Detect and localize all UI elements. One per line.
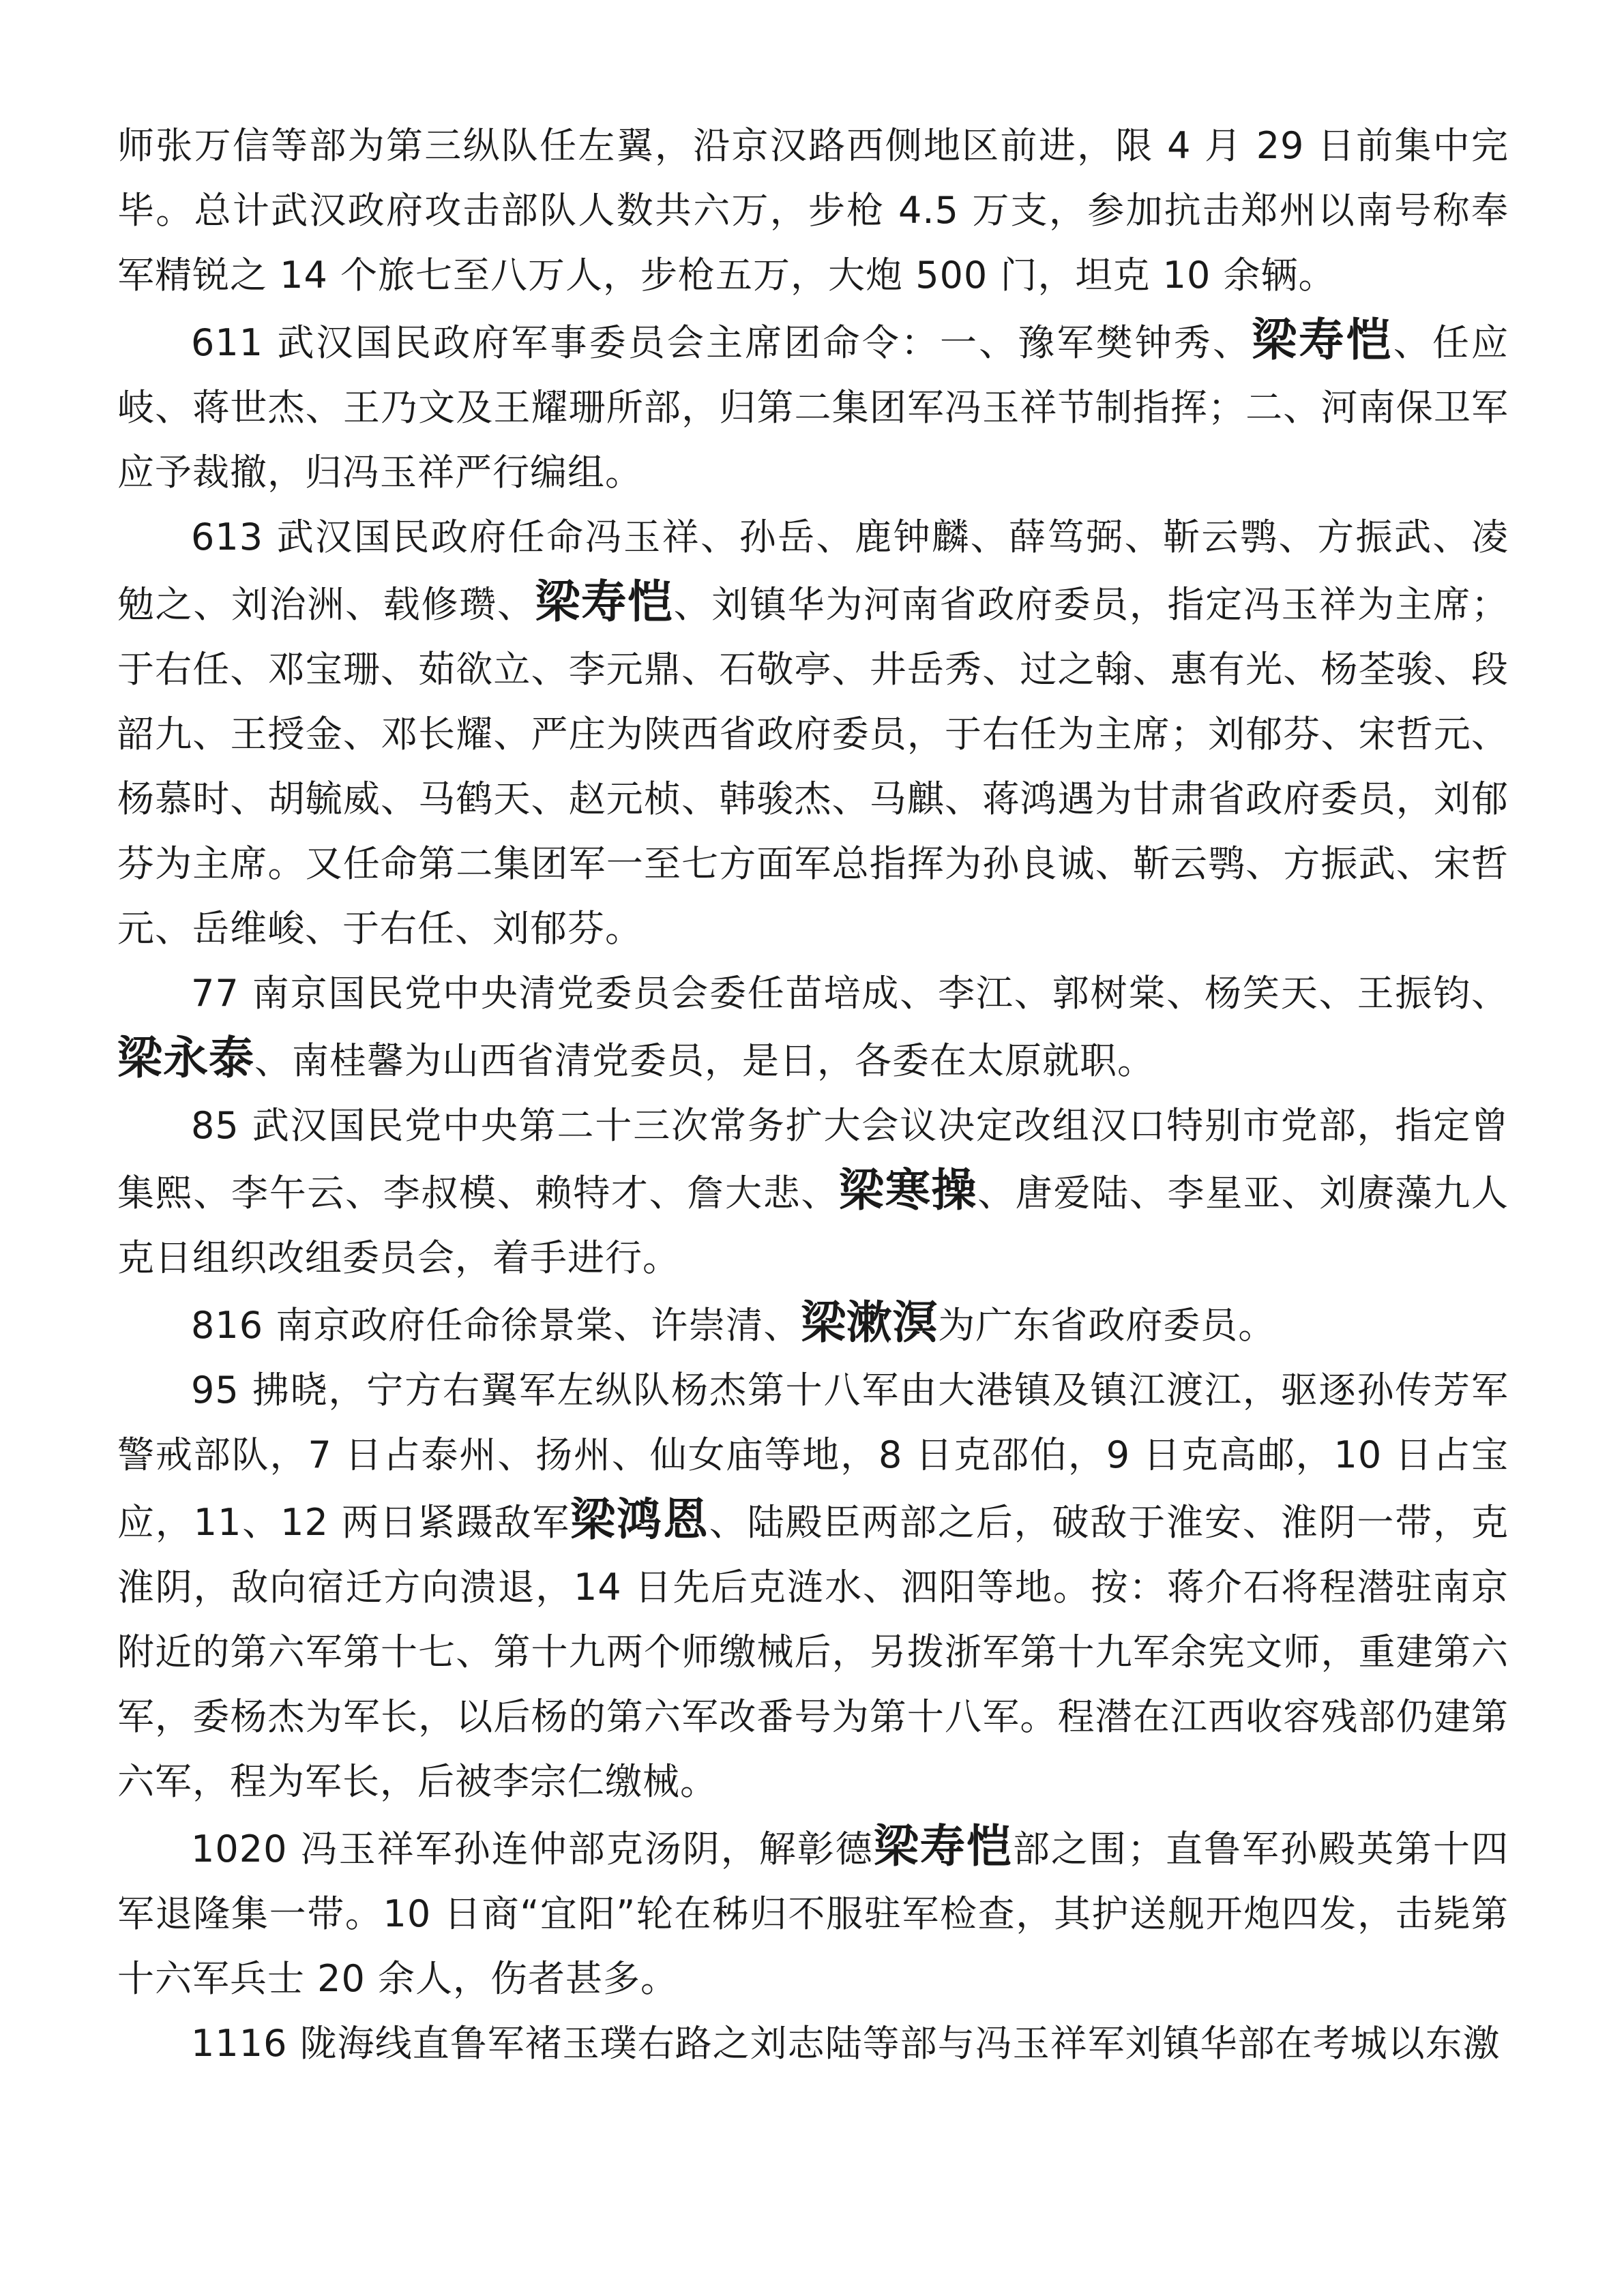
paragraph-text: 为广东省政府委员。: [938, 1304, 1276, 1347]
paragraph-text: 部之围；直鲁军孙殿英第十四军退隆集一带。10 日商“宜阳”轮在秭归不服驻军检查，其护送舰开炮四发，击毙第十六军兵士 20 余人，伤者甚多。: [117, 1828, 1509, 2000]
paragraph-text: 、唐爱陆、李星亚、刘赓藻九人克日组织改组委员会，着手进行。: [117, 1172, 1509, 1279]
paragraph: [117, 113, 1509, 308]
document-page: [117, 113, 1509, 2076]
paragraph-text: 、任应岐、蒋世杰、王乃文及王耀珊所部，归第二集团军冯玉祥节制指挥；二、河南保卫军应予裁撤，归冯玉祥严行编组。: [117, 321, 1509, 494]
paragraph: [117, 308, 1509, 505]
paragraph: [117, 1814, 1509, 2011]
paragraph-text: 1116 陇海线直鲁军褚玉璞右路之刘志陆等部与冯玉祥军刘镇华部在考城以东激: [191, 2022, 1501, 2065]
paragraph-text: 77 南京国民党中央清党委员会委任苗培成、李江、郭树棠、杨笑天、王振钧、: [191, 972, 1509, 1015]
paragraph-text: 、刘镇华为河南省政府委员，指定冯玉祥为主席；于右任、邓宝珊、茹欲立、李元鼎、石敬亭、井岳秀、过之翰、惠有光、杨荃骏、段韶九、王授金、邓长耀、严庄为陕西省政府委员，于右任为主席；刘郁芬、宋哲元、杨慕时、胡毓威、马鹤天、赵元桢、韩骏杰、马麒、蒋鸿遇为甘肃省政府委员，刘郁芬为主席。又任命第二集团军一至七方面军总指挥为孙良诚、靳云鹗、方振武、宋哲元、岳维峻、于右任、刘郁芬。: [117, 583, 1509, 950]
paragraph: [117, 961, 1509, 1093]
paragraph-text: 师张万信等部为第三纵队任左翼，沿京汉路西侧地区前进，限 4 月 29 日前集中完毕。总计武汉政府攻击部队人数共六万，步枪 4.5 万支，参加抗击郑州以南号称奉军精锐之 14 个旅七至八万人，步枪五万，大炮 500 门，坦克 10 余辆。: [117, 124, 1509, 297]
person-name-highlight: 梁永泰: [117, 1031, 254, 1084]
paragraph-text: 95 拂晓，宁方右翼军左纵队杨杰第十八军由大港镇及镇江渡江，驱逐孙传芳军警戒部队，7 日占泰州、扬州、仙女庙等地，8 日克邵伯，9 日克高邮，10 日占宝应，11、12 两日紧蹑敌军: [117, 1369, 1509, 1544]
paragraph: [117, 1358, 1509, 1814]
paragraph-text: 816 南京政府任命徐景棠、许崇清、: [191, 1304, 801, 1347]
person-name-highlight: 梁寒操: [839, 1163, 978, 1217]
person-name-highlight: 梁漱溟: [801, 1296, 939, 1349]
person-name-highlight: 梁寿恺: [535, 575, 674, 628]
paragraph-text: 613 武汉国民政府任命冯玉祥、孙岳、鹿钟麟、薛笃弼、靳云鹗、方振武、凌勉之、刘治洲、载修瓒、: [117, 516, 1509, 626]
paragraph: [117, 505, 1509, 961]
paragraph-text: 、陆殿臣两部之后，破敌于淮安、淮阴一带，克淮阴，敌向宿迁方向溃退，14 日先后克涟水、泗阳等地。按：蒋介石将程潜驻南京附近的第六军第十七、第十九两个师缴械后，另拨浙军第十九军余宪文师，重建第六军，委杨杰为军长，以后杨的第六军改番号为第十八军。程潜在江西收容残部仍建第六军，程为军长，后被李宗仁缴械。: [117, 1501, 1509, 1803]
person-name-highlight: 梁寿恺: [873, 1819, 1013, 1873]
person-name-highlight: 梁鸿恩: [570, 1493, 709, 1546]
paragraph: [117, 2011, 1509, 2076]
person-name-highlight: 梁寿恺: [1252, 313, 1393, 366]
paragraph-text: 611 武汉国民政府军事委员会主席团命令：一、豫军樊钟秀、: [191, 321, 1252, 364]
paragraph-text: 85 武汉国民党中央第二十三次常务扩大会议决定改组汉口特别市党部，指定曾集熙、李午云、李叔模、赖特才、詹大悲、: [117, 1104, 1509, 1214]
paragraph: [117, 1290, 1509, 1358]
paragraph: [117, 1093, 1509, 1290]
paragraph-text: 、南桂馨为山西省清党委员，是日，各委在太原就职。: [254, 1039, 1155, 1082]
paragraph-text: 1020 冯玉祥军孙连仲部克汤阴，解彰德: [191, 1828, 874, 1870]
